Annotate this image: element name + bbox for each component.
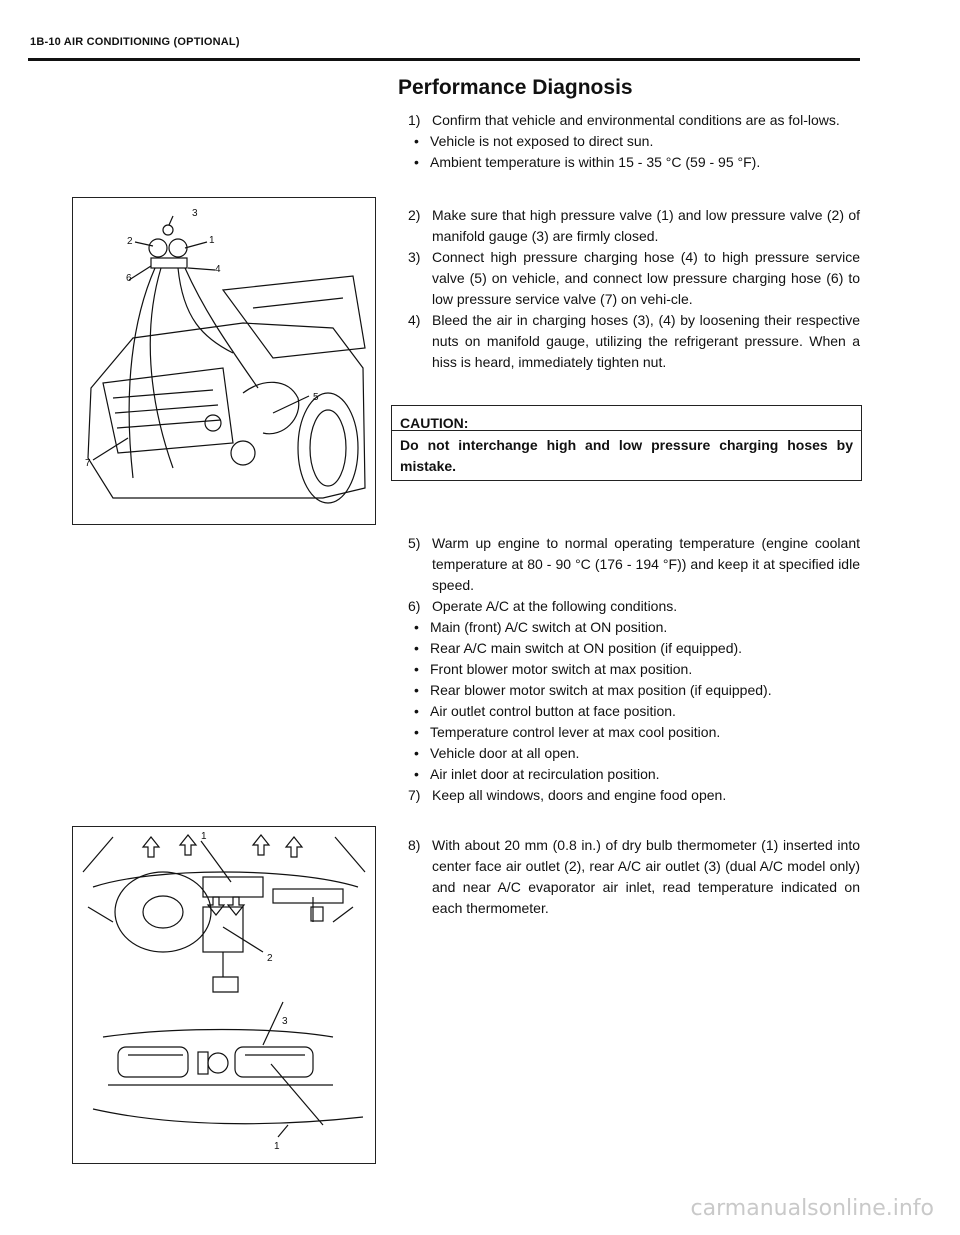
condition-text: Rear A/C main switch at ON position (if equipped). [430,640,743,656]
callout-label: 6 [126,273,132,284]
step-text: Keep all windows, doors and engine food open. [432,787,727,803]
bullet-icon: • [414,619,419,635]
bullet-icon: • [414,724,419,740]
step-group-2 [408,205,860,373]
bullet-icon: • [414,133,419,149]
bullet-icon: • [414,703,419,719]
callout-label: 2 [267,953,273,964]
step-4 [408,310,860,373]
condition-item [408,659,860,680]
callout-label: 1 [209,235,215,246]
condition-text: Air inlet door at recirculation position. [430,766,660,782]
step-text: Confirm that vehicle and environmental conditions are as fol-lows. [432,112,840,128]
caution-body: Do not interchange high and low pressure charging hoses by mistake. [400,437,853,474]
bullet-text: Vehicle is not exposed to direct sun. [430,133,654,149]
step-text: Warm up engine to normal operating temperature (engine coolant temperature at 80 - 90 °C (176 - 194 °F)) and keep it at specified idle speed. [432,535,860,593]
step-text: Make sure that high pressure valve (1) and low pressure valve (2) of manifold gauge (3) are firmly closed. [432,207,860,244]
callout-label: 1 [201,831,207,842]
step-number: 1) [408,112,421,128]
condition-text: Rear blower motor switch at max position (if equipped). [430,682,772,698]
condition-item [408,722,860,743]
callout-label: 2 [127,236,133,247]
step-number: 5) [408,535,421,551]
step-number: 6) [408,598,421,614]
callout-label: 7 [85,458,91,469]
condition-text: Vehicle door at all open. [430,745,580,761]
manifold-gauge-figure [72,197,376,525]
step-2 [408,205,860,247]
condition-text: Temperature control lever at max cool position. [430,724,721,740]
step-text: Bleed the air in charging hoses (3), (4) by loosening their respective nuts on manifold gauge, utilizing the refrigerant pressure. When a hiss is heard, immediately tighten nut. [432,312,860,370]
condition-text: Air outlet control button at face position. [430,703,676,719]
step-number: 4) [408,312,421,328]
condition-item [408,743,860,764]
step-6 [408,596,860,617]
condition-text: Front blower motor switch at max position. [430,661,693,677]
section-title: Performance Diagnosis [398,76,633,99]
bullet-icon: • [414,154,419,170]
step-number: 8) [408,837,421,853]
callout-label: 3 [192,208,198,219]
watermark: carmanualsonline.info [690,1196,934,1221]
step-text: With about 20 mm (0.8 in.) of dry bulb thermometer (1) inserted into center face air outlet (2), rear A/C air outlet (3) (dual A/C model only) and near A/C evaporator air inlet, read temperature indicated on each thermometer. [432,837,860,916]
dashboard-thermometer-figure [72,826,376,1164]
step-3 [408,247,860,310]
condition-item [408,764,860,785]
step-group-3 [408,533,860,806]
step-text: Connect high pressure charging hose (4) to high pressure service valve (5) on vehicle, and connect low pressure charging hose (6) to low pressure service valve (7) on vehi-cle. [432,249,860,307]
step-number: 3) [408,249,421,265]
manifold-gauge-illustration [73,198,375,524]
condition-item [408,701,860,722]
step-5 [408,533,860,596]
callout-label: 4 [215,264,221,275]
bullet-item [408,152,860,173]
step-7 [408,785,860,806]
bullet-item [408,131,860,152]
page-header: 1B-10 AIR CONDITIONING (OPTIONAL) [30,36,240,48]
step-group-1 [408,110,860,173]
condition-item [408,680,860,701]
step-1 [408,110,860,131]
callout-label: 5 [313,392,319,403]
bullet-icon: • [414,661,419,677]
bullet-icon: • [414,766,419,782]
step-number: 7) [408,787,421,803]
step-number: 2) [408,207,421,223]
bullet-icon: • [414,745,419,761]
caution-box [391,405,862,481]
step-group-4 [408,835,860,919]
condition-text: Main (front) A/C switch at ON position. [430,619,668,635]
step-text: Operate A/C at the following conditions. [432,598,678,614]
callout-label: 3 [282,1016,288,1027]
bullet-icon: • [414,682,419,698]
step-8 [408,835,860,919]
bullet-text: Ambient temperature is within 15 - 35 °C (59 - 95 °F). [430,154,761,170]
dashboard-illustration [73,827,375,1163]
caution-heading: CAUTION: [392,406,861,431]
header-rule [28,58,860,61]
callout-label: 1 [274,1141,280,1152]
condition-item [408,638,860,659]
bullet-icon: • [414,640,419,656]
condition-item [408,617,860,638]
